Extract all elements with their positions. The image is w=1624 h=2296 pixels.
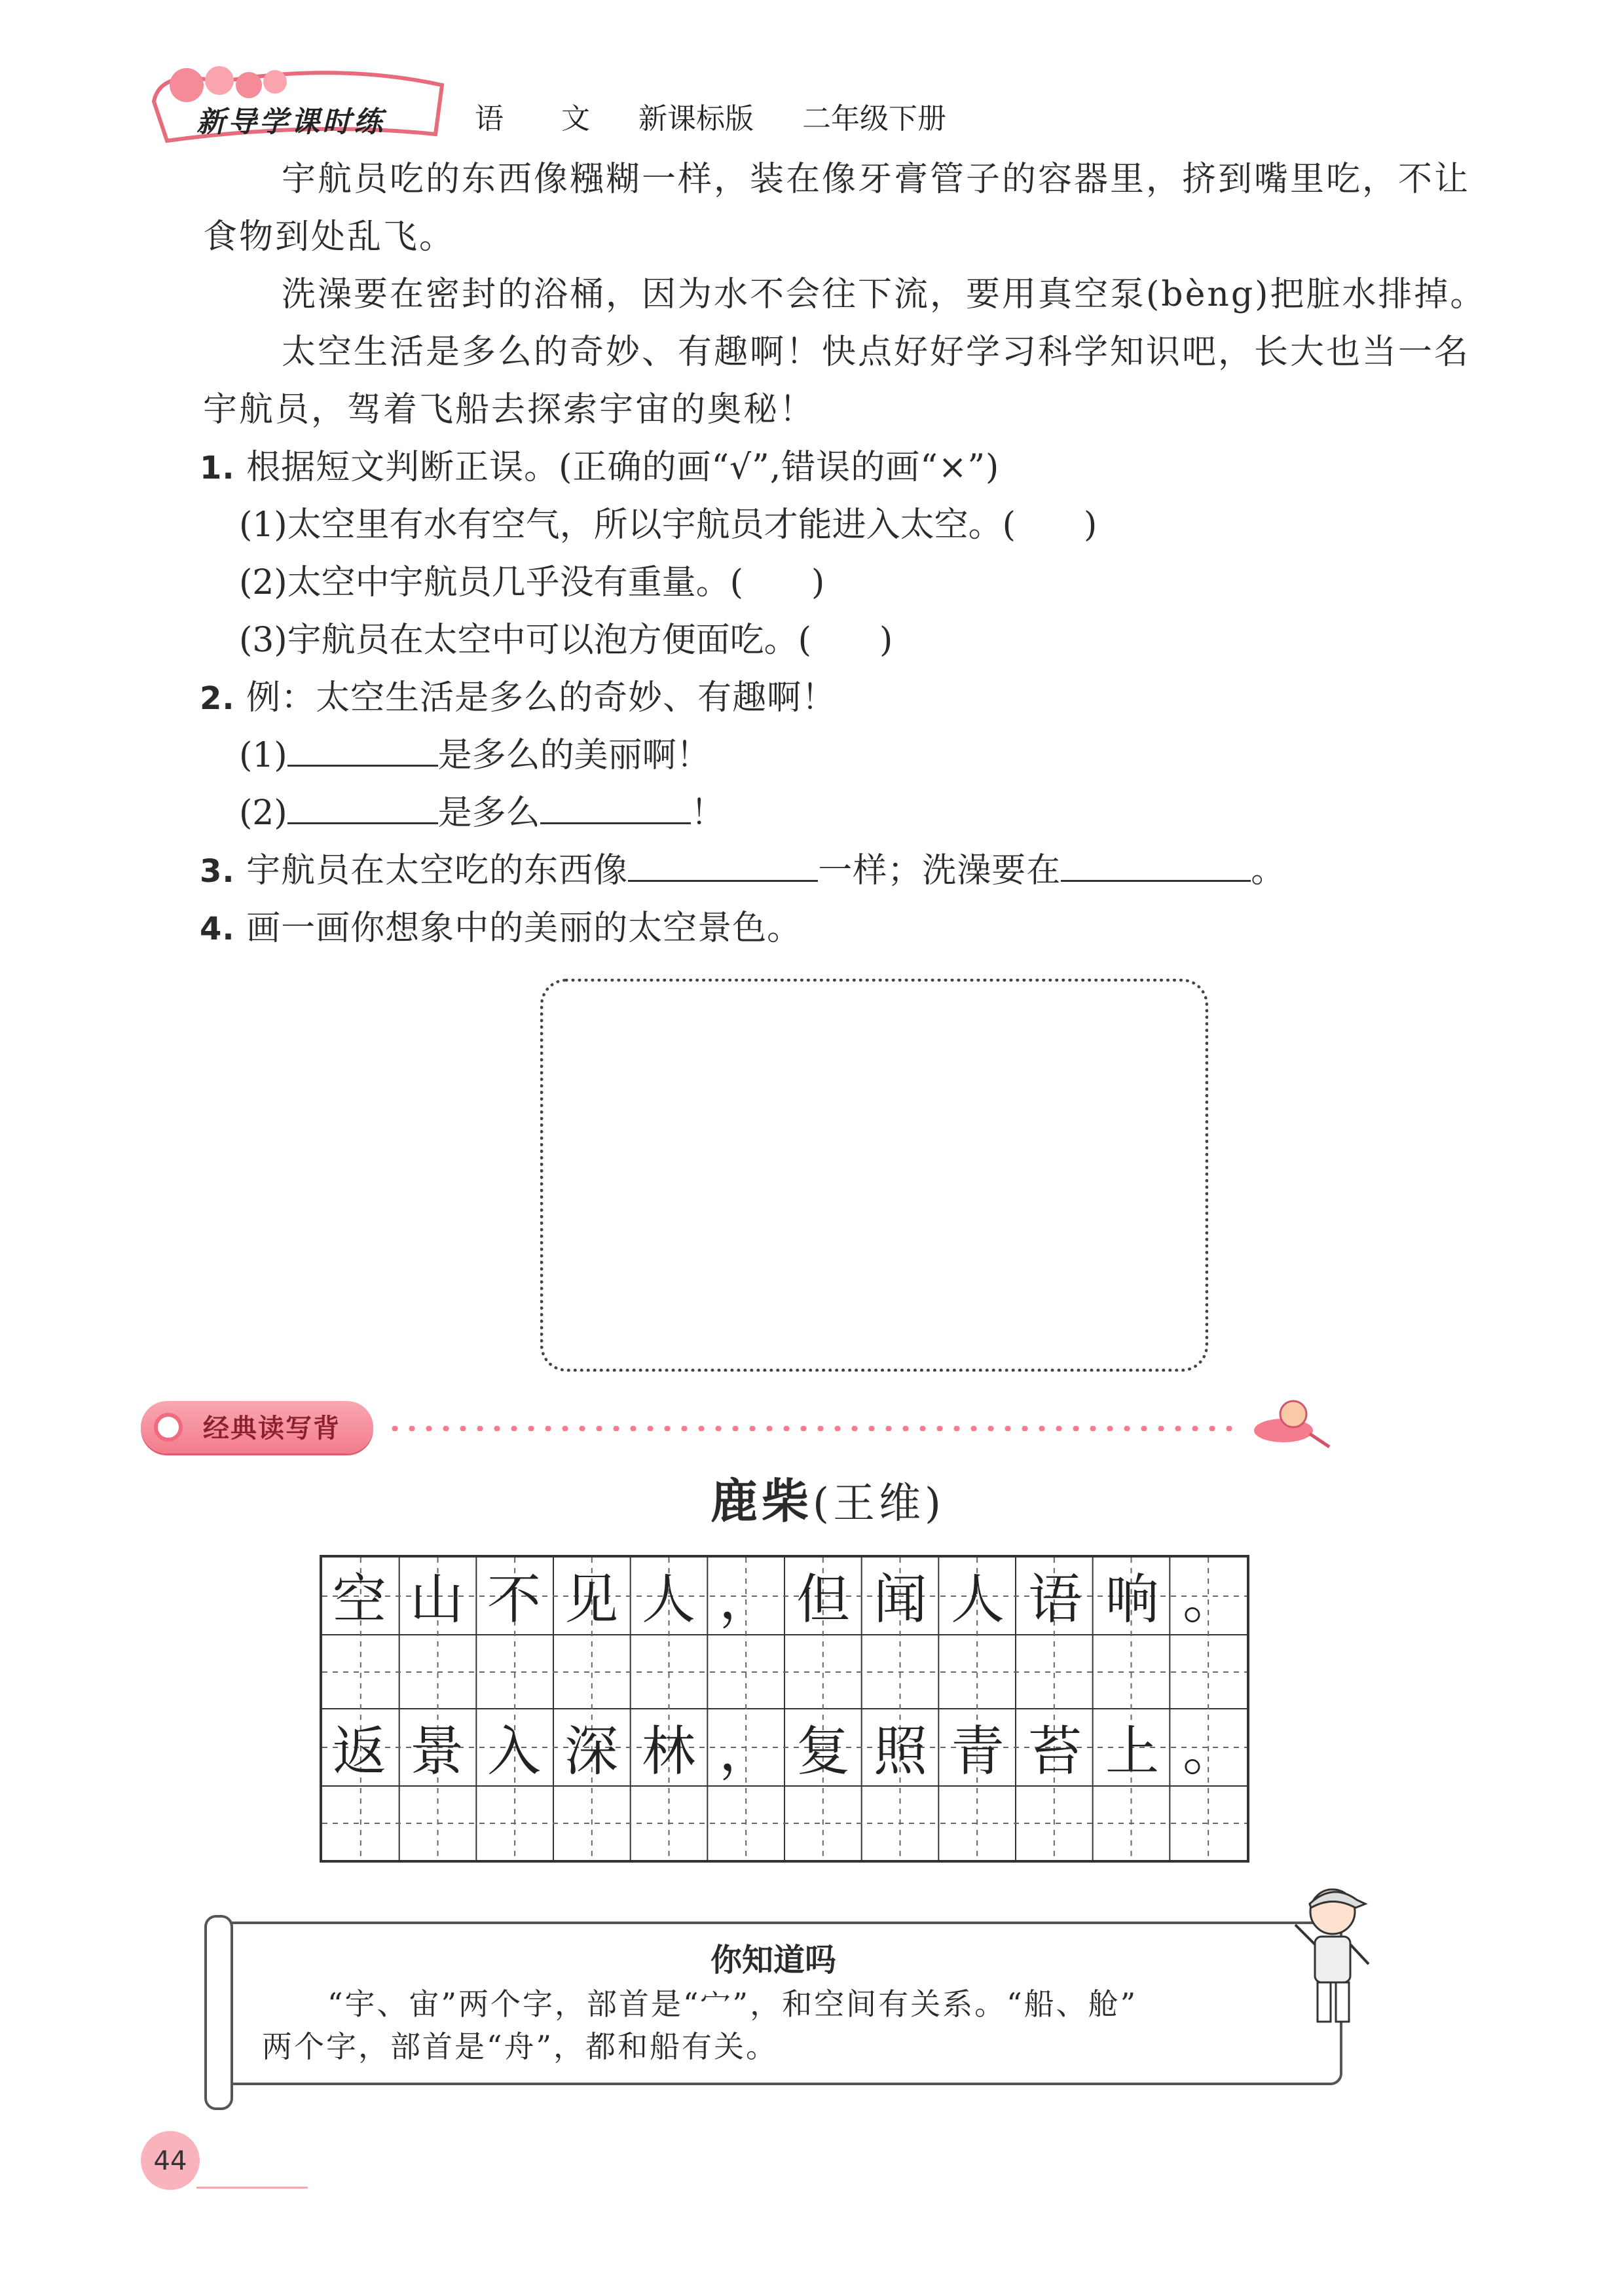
header-grade: 二年级下册 — [802, 102, 946, 136]
answer-blank[interactable] — [540, 788, 691, 824]
header-edition: 新课标版 — [638, 102, 754, 136]
poem-char: 人 — [950, 1568, 1005, 1631]
poem-char: 复 — [796, 1720, 850, 1783]
question-1-item-2[interactable]: (2)太空中宇航员几乎没有重量。( ) — [239, 563, 825, 602]
poem-char: 返 — [332, 1720, 386, 1783]
poem-char: 响 — [1105, 1568, 1159, 1631]
poem-char: 苔 — [1027, 1720, 1082, 1783]
kid-mascot-icon — [1244, 1394, 1336, 1453]
passage-p3-line2: 宇航员，驾着飞船去探索宇宙的奥秘！ — [203, 390, 816, 429]
question-2-item-2 — [239, 784, 725, 842]
did-you-know-line-2: 两个字，部首是“舟”，都和船有关。 — [262, 2029, 779, 2064]
scroll-roll — [204, 1915, 233, 2110]
passage-p1-line2: 食物到处乱飞。 — [203, 217, 456, 257]
brand-title: 新导学课时练 — [196, 105, 385, 139]
poem-char: 青 — [950, 1720, 1005, 1783]
poem-char: 。 — [1182, 1720, 1236, 1783]
poem-char: 上 — [1105, 1720, 1159, 1783]
poem-char: ， — [718, 1568, 773, 1631]
question-2-item-2-prefix: (2) — [239, 793, 287, 833]
did-you-know-line-1: “宇、宙”两个字，部首是“宀”，和空间有关系。“船、舱” — [327, 1986, 1138, 2022]
poem-char: 语 — [1027, 1568, 1082, 1631]
answer-blank[interactable] — [628, 846, 818, 882]
poem-char: 见 — [564, 1568, 618, 1631]
poem-char: 人 — [641, 1568, 695, 1631]
question-2-number: 2. — [200, 680, 235, 717]
question-2-text: 例：太空生活是多么的奇妙、有趣啊！ — [246, 678, 837, 718]
page-number: 44 — [153, 2146, 187, 2176]
did-you-know-title: 你知道吗 — [710, 1942, 837, 1978]
poem-cells — [321, 1556, 1248, 1861]
passage-p1-line1: 宇航员吃的东西像糨糊一样，装在像牙膏管子的容器里，挤到嘴里吃，不让 — [282, 160, 1471, 199]
poem-char: 入 — [487, 1720, 541, 1783]
poem-name: 鹿柴 — [710, 1473, 813, 1529]
poem-char: 林 — [641, 1720, 695, 1783]
question-3-number: 3. — [200, 853, 235, 890]
poem-char: 但 — [796, 1568, 850, 1631]
question-2-item-2-end: ！ — [690, 793, 725, 833]
question-1 — [200, 439, 999, 497]
dotted-divider — [386, 1426, 1238, 1431]
question-2-item-2-mid: 是多么 — [437, 793, 540, 833]
header-subject: 语 文 — [475, 102, 590, 136]
banner-circle-icon — [154, 1413, 183, 1442]
question-4-text: 画一画你想象中的美丽的太空景色。 — [246, 909, 802, 948]
section-label: 经典读写背 — [203, 1413, 341, 1444]
poem-char: 山 — [409, 1568, 464, 1631]
poem-char: 照 — [873, 1720, 927, 1783]
question-3-text-b: 一样；洗澡要在 — [818, 851, 1061, 890]
question-2 — [200, 669, 836, 727]
boy-mascot-icon — [1283, 1879, 1382, 2036]
poem-char: 不 — [487, 1568, 541, 1631]
poem-char: 闻 — [873, 1568, 927, 1631]
poem-char: 景 — [409, 1720, 464, 1783]
passage-p2-line1: 洗澡要在密封的浴桶，因为水不会往下流，要用真空泵(bèng)把脏水排掉。 — [282, 275, 1486, 314]
poem-char: 。 — [1182, 1568, 1236, 1631]
poem-title — [710, 1463, 945, 1531]
drawing-area[interactable] — [540, 979, 1208, 1372]
question-4 — [200, 900, 802, 958]
poem-char: ， — [718, 1720, 773, 1783]
question-1-text: 根据短文判断正误。(正确的画“√”,错误的画“×”) — [246, 448, 1000, 487]
question-1-item-3[interactable]: (3)宇航员在太空中可以泡方便面吃。( ) — [239, 621, 893, 660]
poem-char: 深 — [564, 1720, 618, 1783]
question-3-text-a: 宇航员在太空吃的东西像 — [246, 851, 629, 890]
poem-char: 空 — [332, 1568, 386, 1631]
question-3 — [200, 842, 1285, 900]
answer-blank[interactable] — [1061, 846, 1251, 882]
page-footer-line — [196, 2187, 308, 2189]
answer-blank[interactable] — [287, 788, 438, 824]
question-2-item-1-suffix: 是多么的美丽啊！ — [437, 736, 710, 775]
passage-p3-line1: 太空生活是多么的奇妙、有趣啊！快点好好学习科学知识吧，长大也当一名 — [282, 333, 1471, 372]
poem-author: (王维) — [813, 1480, 945, 1528]
question-1-item-1[interactable]: (1)太空里有水有空气，所以宇航员才能进入太空。( ) — [239, 505, 1098, 545]
answer-blank[interactable] — [287, 731, 438, 767]
question-3-text-c: 。 — [1251, 851, 1286, 890]
question-4-number: 4. — [200, 911, 235, 947]
question-2-item-1 — [239, 727, 710, 784]
question-1-number: 1. — [200, 450, 235, 486]
question-2-item-1-prefix: (1) — [239, 736, 287, 775]
